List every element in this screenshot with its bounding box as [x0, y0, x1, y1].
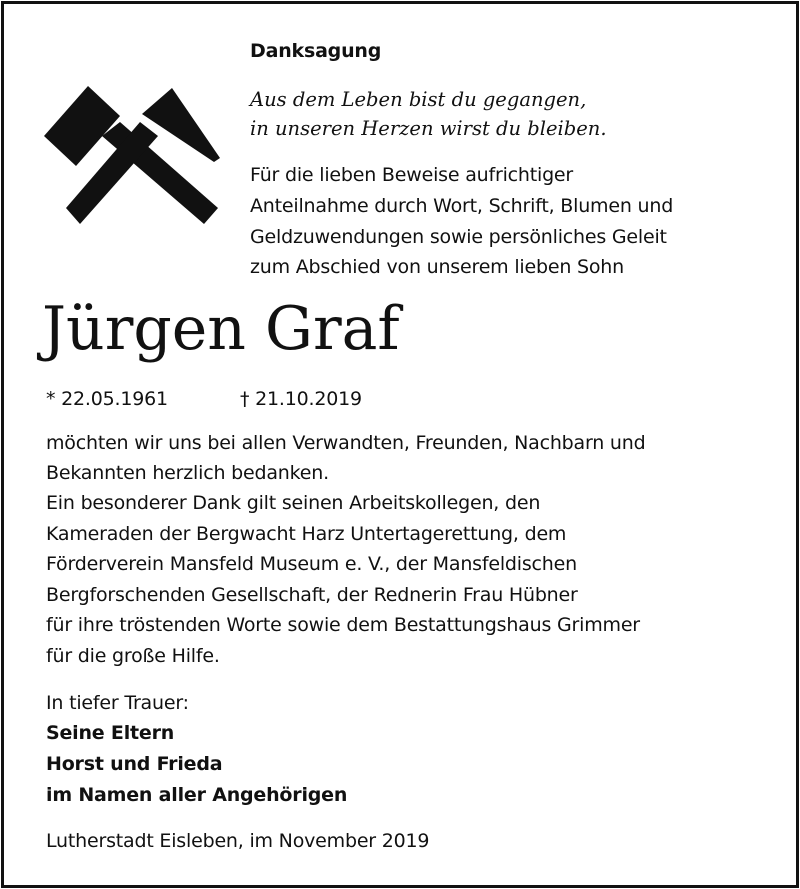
body-line-2: Bekannten herzlich bedanken.	[46, 462, 329, 484]
mourning-intro: In tiefer Trauer:	[46, 692, 189, 714]
body-line-8: für die große Hilfe.	[46, 645, 220, 667]
hammer-and-pick-icon	[40, 78, 222, 236]
intro-line-4: zum Abschied von unserem lieben Sohn	[250, 256, 624, 278]
body-line-7: für ihre tröstenden Worte sowie dem Bestattungshaus Grimmer	[46, 614, 640, 636]
verse-line-2: in unseren Herzen wirst du bleiben.	[250, 117, 607, 140]
intro-line-3: Geldzuwendungen sowie persönliches Geleit	[250, 226, 667, 248]
verse-line-1: Aus dem Leben bist du gegangen,	[250, 88, 587, 111]
intro-line-2: Anteilnahme durch Wort, Schrift, Blumen und	[250, 195, 674, 217]
body-line-4: Kameraden der Bergwacht Harz Untertagerettung, dem	[46, 523, 567, 545]
intro-line-1: Für die lieben Beweise aufrichtiger	[250, 164, 574, 186]
body-line-1: möchten wir uns bei allen Verwandten, Freunden, Nachbarn und	[46, 432, 646, 454]
death-date: † 21.10.2019	[240, 388, 362, 410]
body-line-3: Ein besonderer Dank gilt seinen Arbeitskollegen, den	[46, 492, 541, 514]
heading: Danksagung	[250, 40, 382, 62]
mourner-line-2: Horst und Frieda	[46, 753, 223, 775]
mourner-line-3: im Namen aller Angehörigen	[46, 784, 348, 806]
birth-date: * 22.05.1961	[46, 388, 168, 410]
place-and-date: Lutherstadt Eisleben, im November 2019	[46, 830, 430, 852]
body-line-5: Förderverein Mansfeld Museum e. V., der Mansfeldischen	[46, 553, 577, 575]
deceased-name: Jürgen Graf	[42, 294, 400, 364]
body-line-6: Bergforschenden Gesellschaft, der Rednerin Frau Hübner	[46, 584, 578, 606]
mourner-line-1: Seine Eltern	[46, 722, 175, 744]
